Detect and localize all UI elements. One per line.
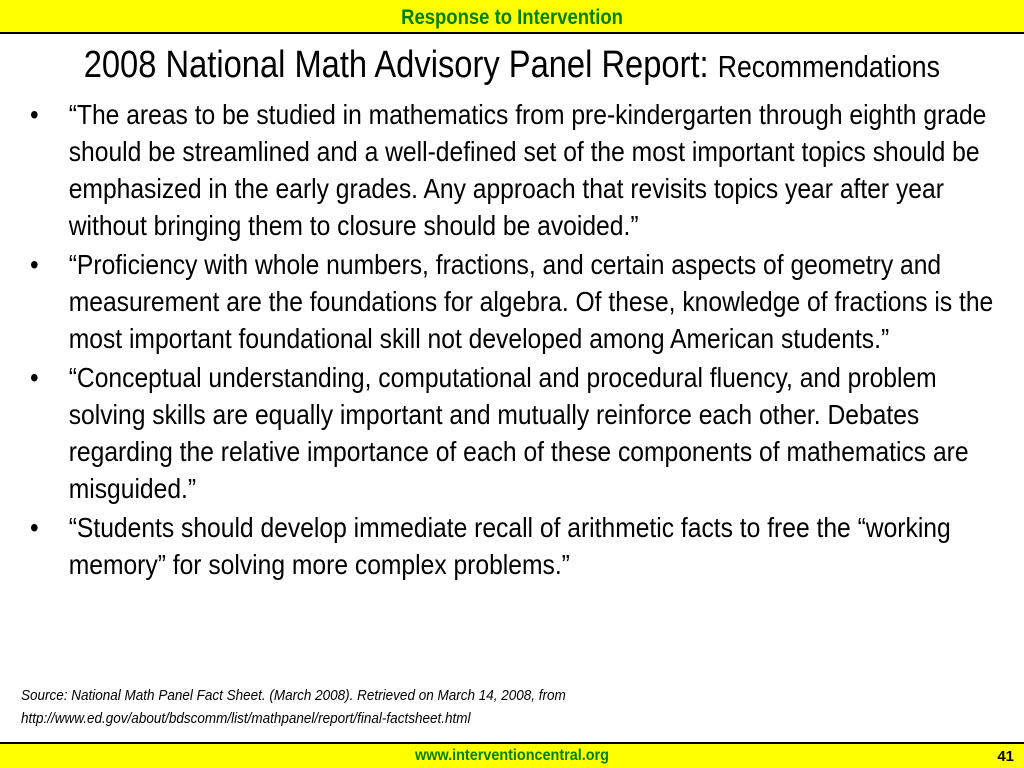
footer-bar: [0, 742, 1024, 768]
bullet-text: “Students should develop immediate recall of arithmetic facts to free the “working memory” for solving more complex problems.”: [68, 512, 951, 580]
bullet-marker: •: [30, 99, 39, 130]
bullet-text: “Conceptual understanding, computational and procedural fluency, and problem solving skills are equally important and mutually reinforce each other. Debates regarding the relative importance of each of these components of mathematics are misguided.”: [68, 362, 969, 504]
source-citation-line1: Source: National Math Panel Fact Sheet. (March 2008). Retrieved on March 14, 2008, from: [21, 687, 566, 704]
slide-title-sub: Recommendations: [717, 49, 941, 84]
bullet-text: “The areas to be studied in mathematics from pre-kindergarten through eighth grade should be streamlined and a well-defined set of the most important topics should be emphasized in the early grades. Any approach that revisits topics year after year without bringing them to closure should be avoided.”: [68, 99, 987, 241]
bullet-item-1: [30, 96, 998, 244]
bullet-item-2: [30, 246, 998, 357]
bullet-item-3: [30, 359, 998, 507]
bullet-list: [30, 96, 998, 585]
footer-url: www.interventioncentral.org: [415, 747, 609, 764]
bullet-marker: •: [30, 512, 39, 543]
header-title: Response to Intervention: [401, 6, 623, 29]
slide-title-inner: [84, 44, 940, 87]
page-number: 41: [997, 748, 1014, 765]
bullet-text: “Proficiency with whole numbers, fractions, and certain aspects of geometry and measurement are the foundations for algebra. Of these, knowledge of fractions is the most important foundational skill not developed among American students.”: [68, 249, 994, 354]
bullet-item-4: [30, 509, 998, 583]
source-url: http://www.ed.gov/about/bdscomm/list/mathpanel/report/final-factsheet.html: [21, 710, 471, 727]
slide-title-main: 2008 National Math Advisory Panel Report:: [83, 44, 718, 86]
source-citation: [21, 684, 566, 730]
bullet-marker: •: [30, 249, 39, 280]
slide-title: [0, 44, 1024, 87]
bullet-marker: •: [30, 362, 39, 393]
header-bar: [0, 0, 1024, 34]
